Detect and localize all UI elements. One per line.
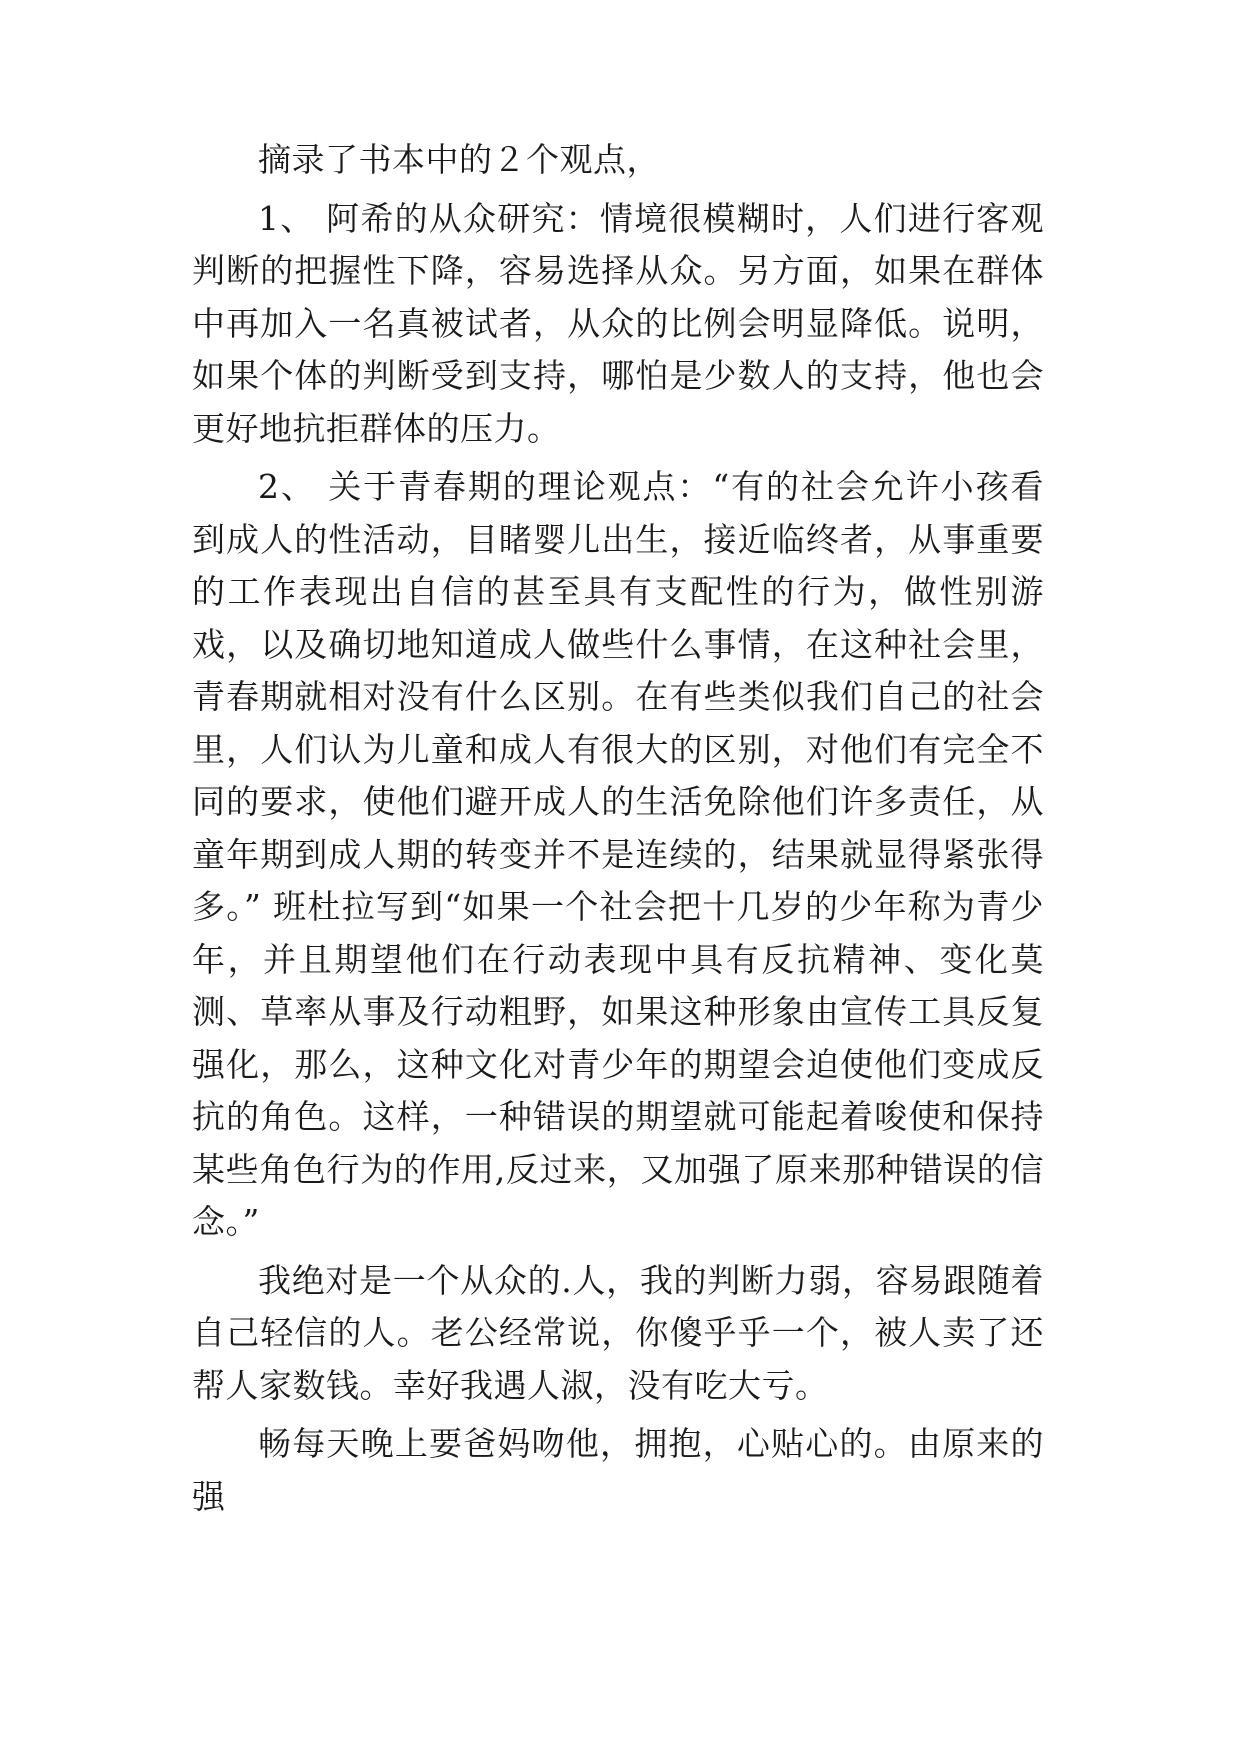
paragraph-reflection: 我绝对是一个从众的.人，我的判断力弱，容易跟随着自己轻信的人。老公经常说，你傻乎乎一个，被人卖了还帮人家数钱。幸好我遇人淑，没有吃大亏。 xyxy=(192,1260,1044,1405)
paragraph-continued: 畅每天晚上要爸妈吻他，拥抱，心贴心的。由原来的强 xyxy=(192,1424,1044,1516)
document-body xyxy=(192,134,1044,1529)
paragraph-intro: 摘录了书本中的２个观点， xyxy=(258,140,660,179)
paragraph-point-1: 1、 阿希的从众研究：情境很模糊时，人们进行客观判断的把握性下降，容易选择从众。另方面，如果在群体中再加入一名真被试者，从众的比例会明显降低。说明，如果个体的判断受到支持，哪怕是少数人的支持，他也会更好地抗拒群体的压力。 xyxy=(192,198,1044,448)
paragraph-point-2: 2、 关于青春期的理论观点：“有的社会允许小孩看到成人的性活动，目睹婴儿出生，接近临终者，从事重要的工作表现出自信的甚至具有支配性的行为，做性别游戏，以及确切地知道成人做些什么事情，在这种社会里，青春期就相对没有什么区别。在有些类似我们自己的社会里，人们认为儿童和成人有很大的区别，对他们有完全不同的要求，使他们避开成人的生活免除他们许多责任，从童年期到成人期的转变并不是连续的，结果就显得紧张得多。” 班杜拉写到“如果一个社会把十几岁的少年称为青少年，并且期望他们在行动表现中具有反抗精神、变化莫测、草率从事及行动粗野，如果这种形象由宣传工具反复强化，那么，这种文化对青少年的期望会迫使他们变成反抗的角色。这样，一种错误的期望就可能起着唆使和保持某些角色行为的作用,反过来，又加强了原来那种错误的信念。” xyxy=(192,467,1044,1241)
